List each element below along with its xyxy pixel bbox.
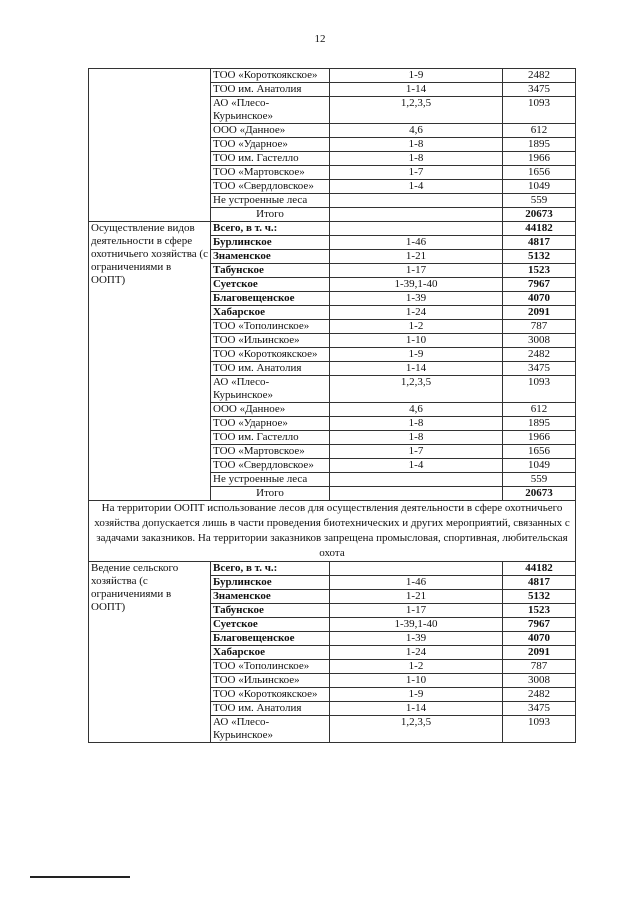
total-value: 44182 — [503, 562, 576, 576]
area-value: 1049 — [503, 180, 576, 194]
enterprise-name: ТОО им. Гастелло — [211, 152, 330, 166]
total-row — [89, 562, 576, 576]
enterprise-name: ТОО «Свердловское» — [211, 180, 330, 194]
enterprise-name: ТОО «Короткоякское» — [211, 348, 330, 362]
itogo-label: Итого — [211, 208, 330, 222]
quarter-numbers: 1-46 — [330, 576, 503, 590]
enterprise-name: Знаменское — [211, 590, 330, 604]
itogo-value: 20673 — [503, 487, 576, 501]
quarter-numbers: 1-4 — [330, 180, 503, 194]
area-value: 1093 — [503, 376, 576, 403]
enterprise-name: ТОО «Короткоякское» — [211, 69, 330, 83]
section-label: Осуществление видов деятельности в сфере охотничьего хозяйства (с ограничениями в ООПТ) — [89, 222, 211, 501]
area-value: 3475 — [503, 83, 576, 97]
enterprise-name: ТОО «Тополинское» — [211, 660, 330, 674]
quarter-numbers: 1-9 — [330, 69, 503, 83]
total-label: Всего, в т. ч.: — [211, 562, 330, 576]
enterprise-name: ООО «Данное» — [211, 403, 330, 417]
quarter-numbers: 1-2 — [330, 660, 503, 674]
quarter-numbers: 1-9 — [330, 688, 503, 702]
note-row — [89, 501, 576, 562]
quarter-numbers: 1-21 — [330, 250, 503, 264]
quarter-numbers: 1-7 — [330, 445, 503, 459]
enterprise-name: ТОО «Мартовское» — [211, 445, 330, 459]
enterprise-name: ТОО им. Анатолия — [211, 362, 330, 376]
area-value: 5132 — [503, 250, 576, 264]
enterprise-name: ТОО «Ударное» — [211, 417, 330, 431]
area-value: 787 — [503, 660, 576, 674]
enterprise-name: Суетское — [211, 278, 330, 292]
enterprise-name: ООО «Данное» — [211, 124, 330, 138]
quarter-numbers: 1-24 — [330, 646, 503, 660]
itogo-empty — [330, 487, 503, 501]
area-value: 4817 — [503, 576, 576, 590]
enterprise-name: ТОО «Мартовское» — [211, 166, 330, 180]
area-value: 1523 — [503, 604, 576, 618]
area-value: 612 — [503, 124, 576, 138]
enterprise-name: ТОО «Ильинское» — [211, 674, 330, 688]
area-value: 612 — [503, 403, 576, 417]
enterprise-name: Благовещенское — [211, 292, 330, 306]
area-value: 2482 — [503, 688, 576, 702]
area-value: 5132 — [503, 590, 576, 604]
quarter-numbers: 1-8 — [330, 152, 503, 166]
quarter-numbers: 1-39,1-40 — [330, 278, 503, 292]
table-row — [89, 69, 576, 83]
quarter-numbers: 1-4 — [330, 459, 503, 473]
quarter-numbers — [330, 473, 503, 487]
area-value: 4070 — [503, 632, 576, 646]
area-value: 559 — [503, 194, 576, 208]
enterprise-name: ТОО «Короткоякское» — [211, 688, 330, 702]
area-value: 1656 — [503, 445, 576, 459]
area-value: 1523 — [503, 264, 576, 278]
enterprise-name: Бурлинское — [211, 236, 330, 250]
enterprise-name: Не устроенные леса — [211, 194, 330, 208]
itogo-value: 20673 — [503, 208, 576, 222]
enterprise-name: АО «Плесо-Курьинское» — [211, 376, 330, 403]
area-value: 1895 — [503, 417, 576, 431]
enterprise-name: ТОО «Ударное» — [211, 138, 330, 152]
quarter-numbers: 1-14 — [330, 702, 503, 716]
section-label-empty — [89, 69, 211, 222]
area-value: 7967 — [503, 278, 576, 292]
enterprise-name: ТОО «Тополинское» — [211, 320, 330, 334]
area-value: 1966 — [503, 431, 576, 445]
quarter-numbers: 1-39 — [330, 632, 503, 646]
total-row — [89, 222, 576, 236]
enterprise-name: Не устроенные леса — [211, 473, 330, 487]
enterprise-name: Хабарское — [211, 306, 330, 320]
enterprise-name: Знаменское — [211, 250, 330, 264]
quarter-numbers: 1-8 — [330, 431, 503, 445]
total-label: Всего, в т. ч.: — [211, 222, 330, 236]
ooptnote-text: На территории ООПТ использование лесов для осуществления деятельности в сфере охотничьего хозяйства допускается лишь в части проведения биотехнических и других мероприятий, связанных с задачами заказников. На территории заказников запрещена промысловая, спортивная, любительская охота — [89, 501, 576, 562]
quarter-numbers: 4,6 — [330, 403, 503, 417]
quarter-numbers: 1-14 — [330, 83, 503, 97]
enterprise-name: АО «Плесо-Курьинское» — [211, 97, 330, 124]
area-value: 2482 — [503, 69, 576, 83]
enterprise-name: АО «Плесо-Курьинское» — [211, 716, 330, 743]
quarter-numbers: 4,6 — [330, 124, 503, 138]
area-value: 1895 — [503, 138, 576, 152]
forest-use-table — [88, 68, 576, 743]
quarter-numbers: 1-9 — [330, 348, 503, 362]
enterprise-name: Бурлинское — [211, 576, 330, 590]
enterprise-name: ТОО им. Гастелло — [211, 431, 330, 445]
quarter-numbers: 1-39 — [330, 292, 503, 306]
area-value: 1966 — [503, 152, 576, 166]
quarter-numbers: 1-8 — [330, 417, 503, 431]
area-value: 559 — [503, 473, 576, 487]
area-value: 3475 — [503, 362, 576, 376]
quarter-numbers: 1-39,1-40 — [330, 618, 503, 632]
section-label: Ведение сельского хозяйства (с ограничениями в ООПТ) — [89, 562, 211, 743]
quarter-numbers: 1-2 — [330, 320, 503, 334]
area-value: 2482 — [503, 348, 576, 362]
total-value: 44182 — [503, 222, 576, 236]
area-value: 1049 — [503, 459, 576, 473]
quarter-numbers: 1-21 — [330, 590, 503, 604]
quarter-numbers: 1-46 — [330, 236, 503, 250]
area-value: 7967 — [503, 618, 576, 632]
area-value: 2091 — [503, 646, 576, 660]
area-value: 1656 — [503, 166, 576, 180]
page-number: 12 — [314, 33, 326, 45]
table-body — [89, 69, 576, 743]
total-empty — [330, 562, 503, 576]
itogo-empty — [330, 208, 503, 222]
quarter-numbers: 1-10 — [330, 334, 503, 348]
quarter-numbers: 1,2,3,5 — [330, 97, 503, 124]
area-value: 4070 — [503, 292, 576, 306]
quarter-numbers: 1-10 — [330, 674, 503, 688]
enterprise-name: Хабарское — [211, 646, 330, 660]
area-value: 3008 — [503, 674, 576, 688]
quarter-numbers: 1-17 — [330, 604, 503, 618]
enterprise-name: ТОО «Свердловское» — [211, 459, 330, 473]
itogo-label: Итого — [211, 487, 330, 501]
area-value: 1093 — [503, 97, 576, 124]
quarter-numbers: 1-24 — [330, 306, 503, 320]
quarter-numbers: 1-8 — [330, 138, 503, 152]
quarter-numbers: 1-17 — [330, 264, 503, 278]
enterprise-name: ТОО «Ильинское» — [211, 334, 330, 348]
area-value: 3008 — [503, 334, 576, 348]
footnote-divider — [30, 876, 130, 878]
area-value: 2091 — [503, 306, 576, 320]
area-value: 3475 — [503, 702, 576, 716]
enterprise-name: ТОО им. Анатолия — [211, 702, 330, 716]
quarter-numbers: 1-14 — [330, 362, 503, 376]
area-value: 1093 — [503, 716, 576, 743]
enterprise-name: ТОО им. Анатолия — [211, 83, 330, 97]
area-value: 4817 — [503, 236, 576, 250]
quarter-numbers: 1,2,3,5 — [330, 716, 503, 743]
quarter-numbers — [330, 194, 503, 208]
enterprise-name: Табунское — [211, 264, 330, 278]
enterprise-name: Табунское — [211, 604, 330, 618]
enterprise-name: Суетское — [211, 618, 330, 632]
enterprise-name: Благовещенское — [211, 632, 330, 646]
quarter-numbers: 1,2,3,5 — [330, 376, 503, 403]
area-value: 787 — [503, 320, 576, 334]
quarter-numbers: 1-7 — [330, 166, 503, 180]
total-empty — [330, 222, 503, 236]
